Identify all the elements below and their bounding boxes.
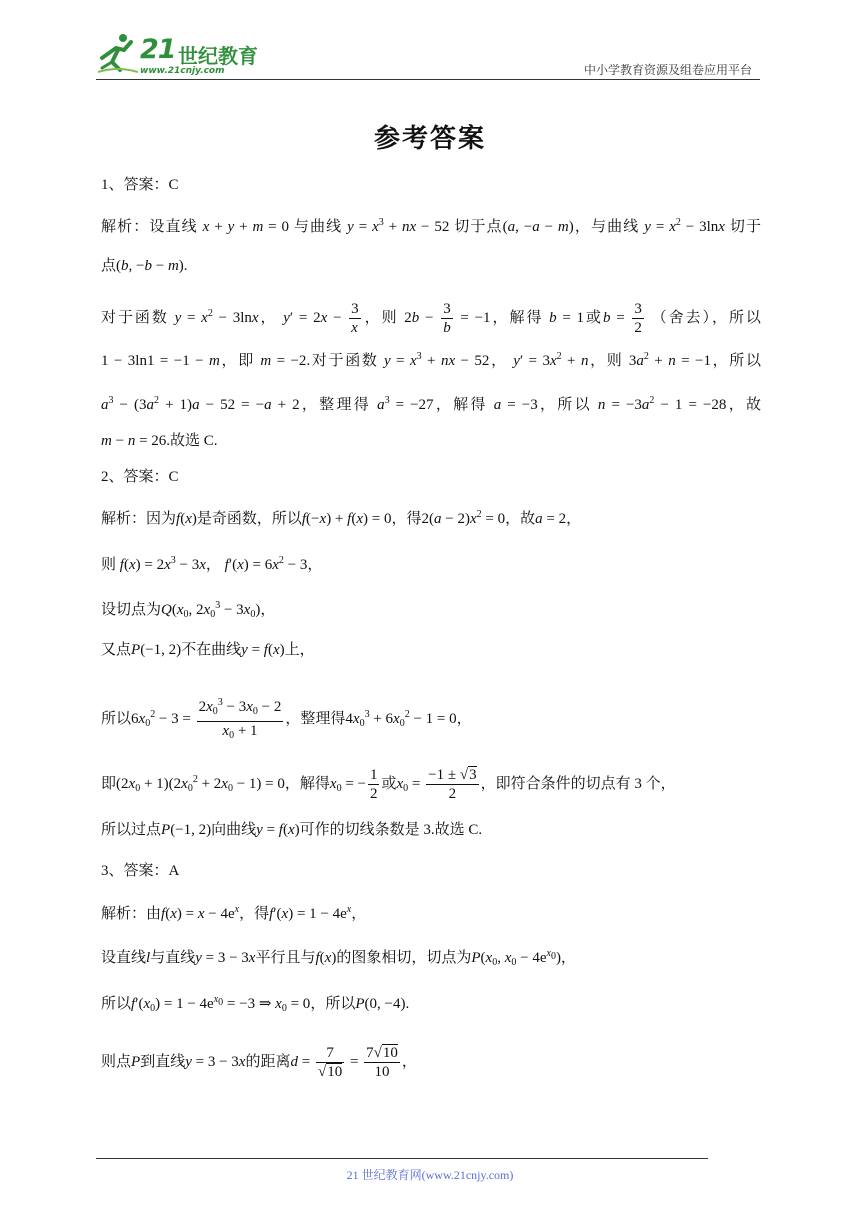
q1-line-6: m − n = 26.故选 C.	[101, 433, 218, 449]
site-logo	[96, 28, 266, 76]
q1-line-1: 解析：设直线 x + y + m = 0 与曲线 $y = x^3$ + nx − 52 切于点(a, −a − m)，与曲线 $y = x^2 - 3\ln x$ 切于	[101, 217, 761, 235]
q3-line-4: 则点P到直线y = 3 − 3x的距离d = $\frac{7}{√10}$ = $\frac{7√10}{10}$ ，	[101, 1045, 417, 1080]
q2-line-4: 又点P(−1, 2)不在曲线y = f(x)上，	[101, 642, 315, 658]
q3-line-3: 所以$f'(x_0) = 1 - 4e^{x_0} = -3$ ⇒ $x_0 = 0$，所以P(0, −4).	[101, 994, 410, 1014]
page-title: 参考答案	[373, 124, 486, 154]
q3-answer: 3、答案：A	[101, 863, 180, 879]
q2-line-5: 所以$6x_0^2 - 3$ = $\frac{2x_0^3 - 3x_0 - 2}{x_0 + 1}$ ，整理得$4x_0^3 + 6x_0^2 - 1 = 0$，	[101, 694, 472, 745]
logo-url: www.21cnjy.com	[140, 66, 225, 76]
q1-line-2: 点(b, −b − m).	[101, 258, 188, 274]
q2-answer: 2、答案：C	[101, 469, 179, 485]
logo-wordmark-cn: 世纪教育	[178, 44, 258, 68]
q2-line-2: 则 $f(x) = 2x^3 - 3x$， $f'(x) = 6x^2 - 3$，	[101, 555, 323, 573]
footer-link[interactable]: 21 世纪教育网(www.21cnjy.com)	[346, 1168, 514, 1182]
q1-line-3: 对于函数 $y = x^2 - 3\ln x$， y′ = 2x − $\frac{3}{x}$ ，则 2b − $\frac{3}{b}$ = −1，解得 b = 1或b = $\frac{3}{2}$ （舍去），所以	[101, 301, 761, 336]
runner-logo-icon	[98, 32, 138, 74]
platform-name: 中小学教育资源及组卷应用平台	[583, 63, 752, 77]
page-header	[96, 28, 760, 80]
q3-line-2: 设直线l与直线y = 3 − 3x平行且与f(x)的图象相切，切点为$P(x_0$, $x_0 - 4e^{x_0}$)，	[101, 948, 576, 968]
q2-line-6: 即$(2x_0 + 1)(2x_0^2 + 2x_0 - 1) = 0$，解得$x_0$ = − $\frac{1}{2}$ 或$x_0$ = $\frac{-1 \pm √3}{2}$ ，即符合条件的切点有 3 个，	[101, 767, 676, 802]
q1-line-5: $a^3 - (3a^2 + 1)a - 52 = -a + 2$，整理得 $a^3 = -27$，解得 a = −3，所以 $n = -3a^2 - 1 = -28$，故	[101, 395, 761, 413]
q2-line-3: 设切点为$Q(x_0$, $2x_0^3 - 3x_0$)，	[101, 600, 276, 620]
footer-divider	[96, 1158, 708, 1159]
q2-line-7: 所以过点P(−1, 2)向曲线y = f(x)可作的切线条数是 3.故选 C.	[101, 822, 483, 838]
q3-line-1: 解析：由$f(x) = x - 4e^x$，得$f'(x) = 1 - 4e^x$，	[101, 904, 367, 922]
header-divider	[96, 79, 760, 80]
logo-wordmark: 21	[140, 34, 176, 65]
q1-line-4: 1 − 3ln1 = −1 − m，即 m = −2.对于函数 $y = x^3$ + nx − 52， $y' = 3x^2 + n$，则 $3a^2 + n = -1$，所以	[101, 351, 761, 369]
q2-line-1: 解析：因为f(x)是奇函数，所以f(−x) + f(x) = 0，得$2(a - 2)x^2 = 0$，故a = 2，	[101, 509, 582, 527]
q1-answer: 1、答案：C	[101, 177, 179, 193]
